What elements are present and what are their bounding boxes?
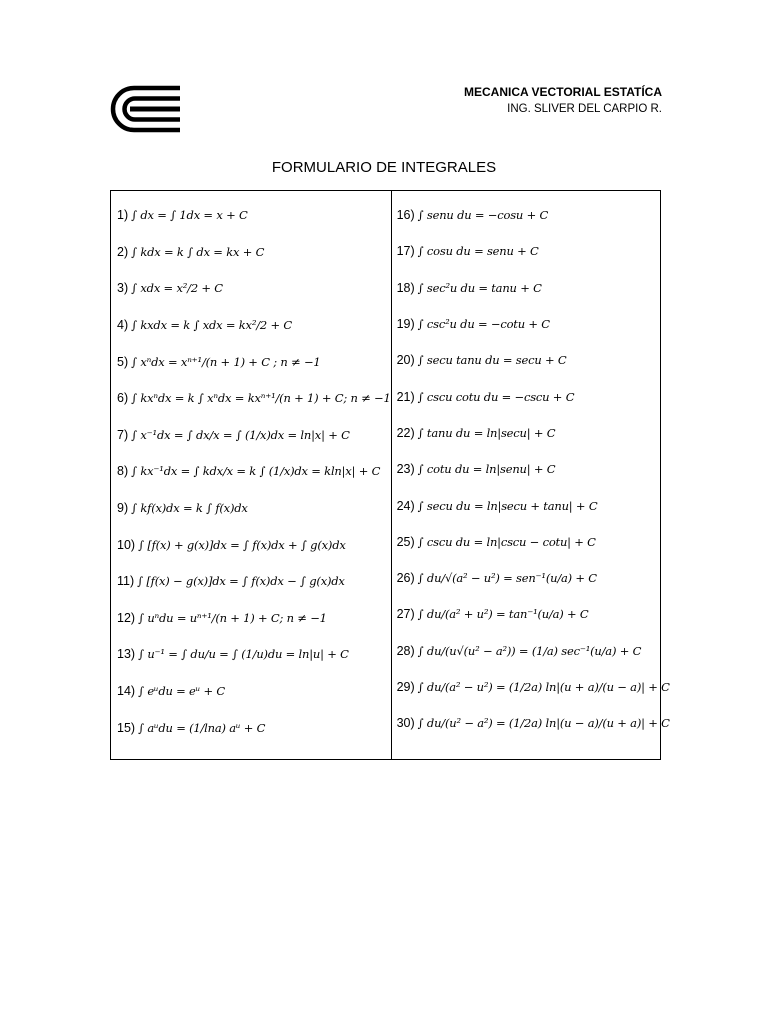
formula-row: [397, 306, 670, 342]
formula-column-left: [111, 191, 392, 759]
formula-expression: ∫ x⁻¹dx = ∫ dx/x = ∫ (1/x)dx = ln|x| + C: [131, 427, 350, 442]
formula-row: [397, 669, 670, 705]
formula-row: [397, 451, 670, 487]
formula-expression: ∫ sec²u du = tanu + C: [417, 280, 542, 295]
formula-row: [117, 417, 391, 454]
formula-row: [117, 490, 391, 527]
formula-expression: ∫ du/√(a² − u²) = sen⁻¹(u/a) + C: [417, 571, 597, 586]
formula-row: [397, 197, 670, 233]
document-header: [464, 84, 662, 118]
formula-expression: ∫ du/(u² − a²) = (1/2a) ln|(u − a)/(u + a)| + C: [417, 716, 670, 731]
formula-expression: ∫ kf(x)dx = k ∫ f(x)dx: [131, 501, 248, 516]
formula-row: [397, 560, 670, 596]
formula-row: [397, 233, 670, 269]
formula-expression: ∫ secu tanu du = secu + C: [417, 353, 567, 368]
formula-number: 9): [117, 501, 129, 516]
formula-expression: ∫ secu du = ln|secu + tanu| + C: [417, 498, 598, 513]
formula-row: [397, 487, 670, 523]
formula-expression: ∫ du/(a² − u²) = (1/2a) ln|(u + a)/(u − a)| + C: [417, 680, 670, 694]
formula-row: [117, 453, 391, 490]
formula-expression: ∫ dx = ∫ 1dx = x + C: [131, 208, 248, 223]
formula-row: [117, 636, 391, 673]
formula-row: [117, 270, 391, 307]
formula-number: 14): [117, 684, 136, 699]
formula-expression: ∫ kxdx = k ∫ xdx = kx²/2 + C: [131, 318, 292, 333]
formula-number: 16): [396, 208, 415, 223]
formula-number: 24): [396, 498, 415, 513]
formula-row: [117, 343, 391, 380]
formula-number: 22): [396, 425, 415, 440]
formula-number: 13): [117, 647, 136, 662]
formula-expression: ∫ cscu du = ln|cscu − cotu| + C: [417, 534, 596, 549]
formula-expression: ∫ cotu du = ln|senu| + C: [417, 462, 556, 477]
formula-number: 19): [396, 317, 415, 332]
formula-number: 3): [117, 281, 129, 296]
formula-number: 11): [117, 574, 135, 589]
formula-row: [397, 415, 670, 451]
formula-row: [397, 342, 670, 378]
formula-column-right: [392, 191, 670, 759]
formula-expression: ∫ kxⁿdx = k ∫ xⁿdx = kxⁿ⁺¹/(n + 1) + C; n ≠ −1: [131, 391, 391, 406]
formula-table: [110, 190, 670, 760]
teacher-name: ING. SLIVER DEL CARPIO R.: [507, 103, 662, 115]
formula-number: 18): [396, 280, 415, 295]
formula-row: [117, 709, 391, 746]
formula-number: 23): [396, 462, 415, 477]
formula-expression: ∫ senu du = −cosu + C: [417, 208, 549, 223]
formula-number: 28): [396, 643, 415, 658]
formula-row: [117, 563, 391, 600]
formula-number: 15): [117, 720, 136, 735]
formula-number: 12): [117, 610, 136, 625]
formula-row: [117, 673, 391, 710]
formula-row: [397, 378, 670, 414]
formula-number: 7): [117, 427, 129, 442]
formula-row: [117, 234, 391, 271]
formula-row: [117, 600, 391, 637]
formula-row: [397, 596, 670, 632]
formula-expression: ∫ xⁿdx = xⁿ⁺¹/(n + 1) + C ; n ≠ −1: [131, 354, 321, 369]
formula-number: 1): [117, 208, 129, 223]
formula-row: [117, 380, 391, 417]
formula-number: 4): [117, 318, 129, 333]
formula-row: [397, 705, 670, 741]
logo-icon: [110, 85, 182, 133]
formula-expression: ∫ tanu du = ln|secu| + C: [417, 425, 556, 440]
formula-number: 30): [396, 716, 415, 731]
formula-row: [397, 633, 670, 669]
formula-expression: ∫ [f(x) − g(x)]dx = ∫ f(x)dx − ∫ g(x)dx: [137, 574, 345, 589]
formula-number: 8): [117, 464, 129, 479]
formula-expression: ∫ eᵘdu = eᵘ + C: [138, 684, 225, 699]
formula-number: 26): [396, 571, 415, 586]
formula-number: 20): [396, 353, 415, 368]
formula-expression: ∫ cosu du = senu + C: [417, 244, 539, 259]
formula-expression: ∫ uⁿdu = uⁿ⁺¹/(n + 1) + C; n ≠ −1: [138, 610, 327, 625]
formula-number: 10): [117, 537, 136, 552]
formula-number: 25): [396, 534, 415, 549]
formula-expression: ∫ kx⁻¹dx = ∫ kdx/x = k ∫ (1/x)dx = kln|x| + C: [131, 464, 381, 479]
formula-number: 29): [396, 680, 415, 694]
formula-number: 6): [117, 391, 129, 406]
formula-number: 27): [396, 607, 415, 622]
formula-row: [117, 197, 391, 234]
formula-expression: ∫ [f(x) + g(x)]dx = ∫ f(x)dx + ∫ g(x)dx: [138, 537, 346, 552]
page-title: FORMULARIO DE INTEGRALES: [271, 159, 497, 176]
formula-number: 5): [117, 354, 129, 369]
formula-expression: ∫ du/(u√(u² − a²)) = (1/a) sec⁻¹(u/a) + C: [417, 643, 642, 658]
formula-expression: ∫ u⁻¹ = ∫ du/u = ∫ (1/u)du = ln|u| + C: [138, 647, 349, 662]
formula-number: 17): [396, 244, 415, 259]
course-title: MECANICA VECTORIAL ESTATÍCA: [463, 85, 662, 99]
formula-number: 21): [396, 389, 415, 404]
formula-row: [397, 270, 670, 306]
formula-row: [397, 524, 670, 560]
formula-expression: ∫ du/(a² + u²) = tan⁻¹(u/a) + C: [417, 607, 589, 622]
formula-expression: ∫ aᵘdu = (1/lna) aᵘ + C: [138, 720, 266, 735]
formula-expression: ∫ xdx = x²/2 + C: [131, 281, 223, 296]
formula-row: [117, 307, 391, 344]
formula-expression: ∫ kdx = k ∫ dx = kx + C: [131, 244, 265, 259]
formula-row: [117, 526, 391, 563]
formula-expression: ∫ cscu cotu du = −cscu + C: [417, 389, 575, 404]
formula-number: 2): [117, 244, 129, 259]
formula-expression: ∫ csc²u du = −cotu + C: [417, 317, 550, 332]
